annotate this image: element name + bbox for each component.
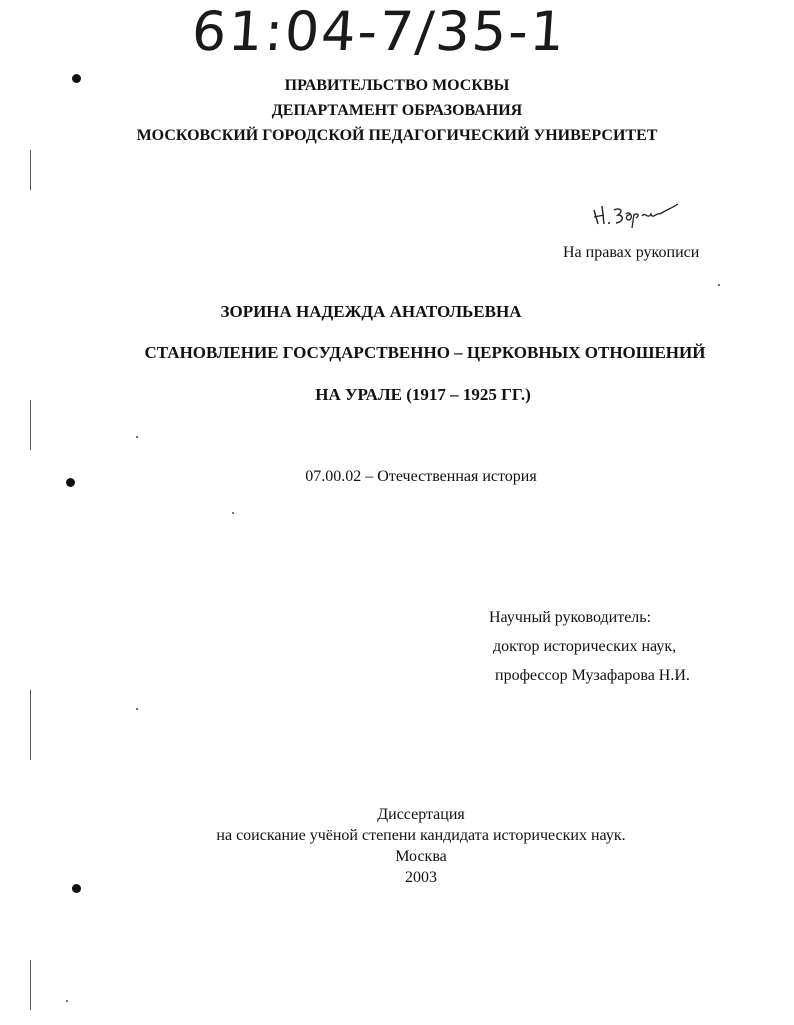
university-name: МОСКОВСКИЙ ГОРОДСКОЙ ПЕДАГОГИЧЕСКИЙ УНИВЕРСИТЕТ xyxy=(136,127,658,144)
scan-speck xyxy=(136,708,138,710)
scan-edge-line xyxy=(30,690,31,760)
department-name: ДЕПАРТАМЕНТ ОБРАЗОВАНИЯ xyxy=(271,102,523,119)
author-name: ЗОРИНА НАДЕЖДА АНАТОЛЬЕВНА xyxy=(220,302,522,321)
scan-speck xyxy=(232,512,234,514)
scan-speck xyxy=(66,1000,68,1002)
degree-purpose: на соискание учёной степени кандидата исторических наук. xyxy=(216,827,626,844)
scan-edge-line xyxy=(30,150,31,190)
rights-note: На правах рукописи xyxy=(563,244,700,261)
scan-edge-line xyxy=(30,400,31,450)
scan-speck xyxy=(136,436,138,438)
supervisor-name: профессор Музафарова Н.И. xyxy=(495,667,690,684)
year: 2003 xyxy=(405,869,437,886)
document-type: Диссертация xyxy=(377,806,465,823)
dissertation-title-line1: СТАНОВЛЕНИЕ ГОСУДАРСТВЕННО – ЦЕРКОВНЫХ ОТНОШЕНИЙ xyxy=(144,343,706,362)
author-signature xyxy=(590,198,682,232)
dissertation-title-line2: НА УРАЛЕ (1917 – 1925 ГГ.) xyxy=(315,385,531,404)
government-name: ПРАВИТЕЛЬСТВО МОСКВЫ xyxy=(284,77,510,94)
supervisor-degree: доктор исторических наук, xyxy=(493,638,677,655)
scan-edge-line xyxy=(30,960,31,1010)
supervisor-label: Научный руководитель: xyxy=(489,609,652,626)
specialty-code: 07.00.02 – Отечественная история xyxy=(305,468,537,485)
scan-speck xyxy=(718,284,720,286)
archive-code-handwritten: 61:04-7/35-1 xyxy=(189,0,569,63)
city: Москва xyxy=(395,848,447,865)
